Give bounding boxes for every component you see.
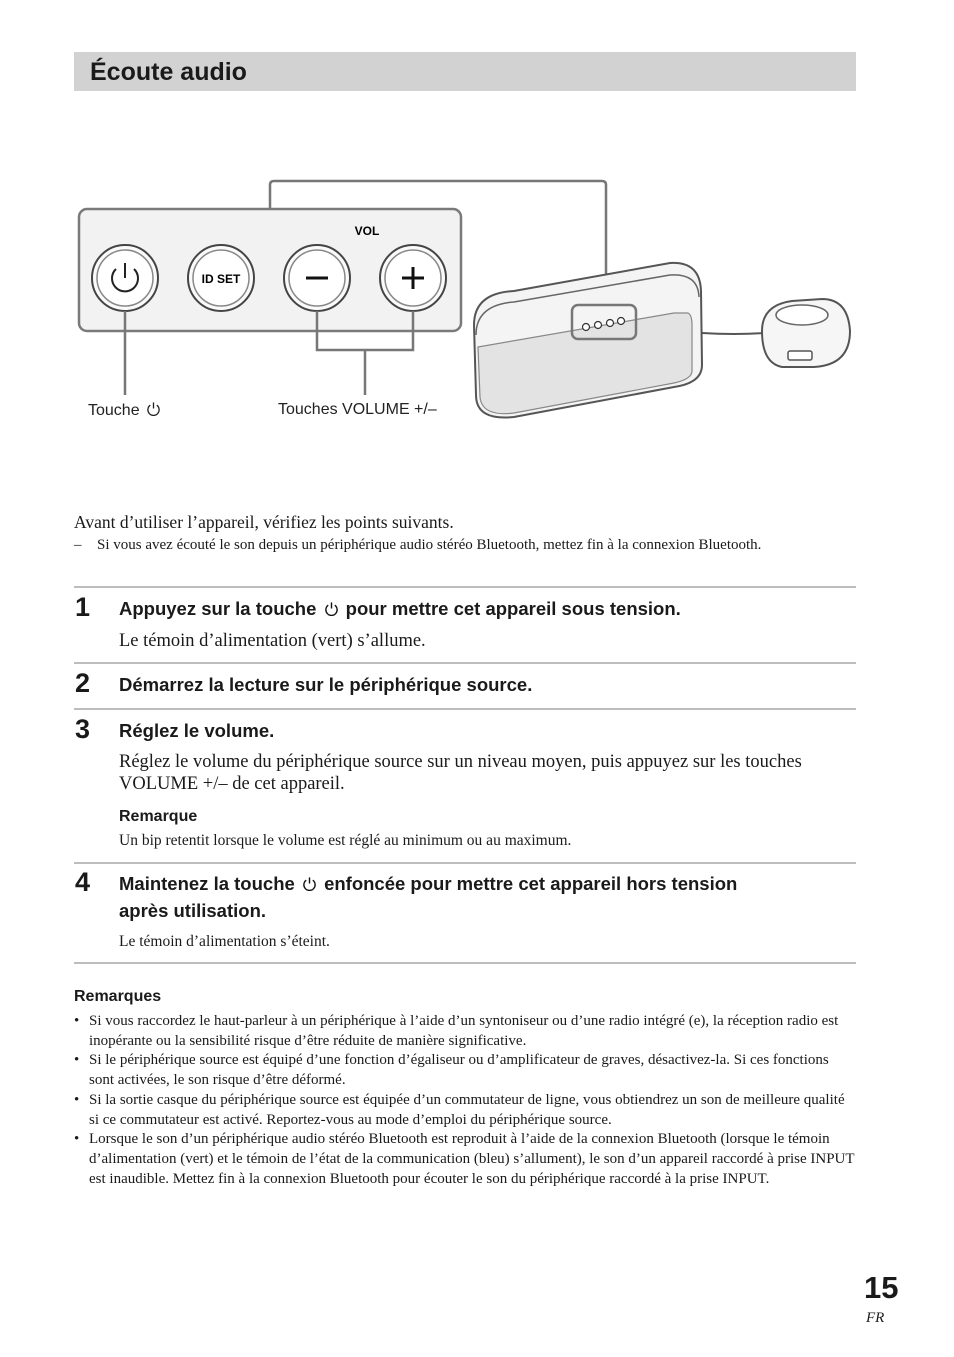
- step-title: Appuyez sur la touche pour mettre cet appareil sous tension.: [119, 598, 681, 619]
- power-button-illustration: [92, 245, 158, 311]
- step-number: 3: [75, 714, 91, 744]
- speaker-diagram: [74, 175, 864, 440]
- intro-note-text: Si vous avez écouté le son depuis un périphérique audio stéréo Bluetooth, mettez fin à la connexion Bluetooth.: [97, 537, 762, 553]
- page-number: 15: [864, 1270, 899, 1305]
- step-body: Le témoin d’alimentation (vert) s’allume.: [119, 631, 426, 651]
- list-item: • Si le périphérique source est équipé d’une fonction d’égaliseur ou d’amplificateur de graves, désactivez-la. Si ces fonctions sont activées, le son risque d’être déformé.: [74, 1051, 856, 1090]
- intro-text: Avant d’utiliser l’appareil, vérifiez les points suivants.: [74, 512, 454, 532]
- step-title: Maintenez la touche enfoncée pour mettre cet appareil hors tension: [119, 873, 738, 894]
- divider: [74, 586, 856, 588]
- power-icon: [324, 601, 339, 616]
- power-icon: [146, 401, 161, 416]
- list-item: • Lorsque le son d’un périphérique audio stéréo Bluetooth est reproduit à l’aide de la connexion Bluetooth (lorsque le témoin d’alimentation (vert) et le témoin de l’état de la communication (bleu) s’allument), le son d’un appareil raccordé à prise INPUT est inaudible. Mettez fin à la connexion Bluetooth pour écouter le son du périphérique raccordé à la prise INPUT.: [74, 1130, 856, 1189]
- divider: [74, 708, 856, 710]
- volume-plus-button-illustration: [380, 245, 446, 311]
- id-set-text: ID SET: [201, 272, 241, 286]
- list-item: • Si la sortie casque du périphérique source est équipée d’un commutateur de ligne, vous obtiendrez un son de meilleure qualité si ce commutateur est activé. Reportez-vous au mode d’emploi du périphérique source.: [74, 1091, 856, 1130]
- volume-buttons-caption: Touches VOLUME +/–: [278, 401, 437, 418]
- dash-bullet: –: [74, 537, 82, 553]
- step-title: Réglez le volume.: [119, 720, 275, 741]
- step-body: Réglez le volume du périphérique source sur un niveau moyen, puis appuyez sur les touches VOLUME +/– de cet appareil.: [119, 752, 802, 794]
- divider: [74, 862, 856, 864]
- step-number: 4: [75, 867, 91, 897]
- power-icon: [302, 876, 317, 891]
- step-title: Démarrez la lecture sur le périphérique source.: [119, 674, 533, 695]
- step-number: 2: [75, 668, 91, 698]
- remarks-list: [74, 1012, 856, 1189]
- step-title-continued: après utilisation.: [119, 900, 267, 921]
- language-code: FR: [866, 1310, 885, 1326]
- step-number: 1: [75, 592, 91, 622]
- note-heading: Remarque: [119, 808, 198, 825]
- dock-illustration: [762, 299, 850, 367]
- note-text: Un bip retentit lorsque le volume est réglé au minimum ou au maximum.: [119, 832, 572, 849]
- remarks-heading: Remarques: [74, 988, 162, 1005]
- step-body: Le témoin d’alimentation s’éteint.: [119, 933, 330, 950]
- vol-text: VOL: [354, 224, 380, 238]
- list-item: • Si vous raccordez le haut-parleur à un périphérique à l’aide d’un syntoniseur ou d’une radio intégré (e), la réception radio est inopérante ou la sensibilité risque d’être réduite de manière significative.: [74, 1012, 856, 1051]
- divider: [74, 962, 856, 964]
- power-button-caption: Touche: [88, 401, 163, 420]
- section-title: Écoute audio: [90, 58, 247, 86]
- divider: [74, 662, 856, 664]
- volume-minus-button-illustration: [284, 245, 350, 311]
- speaker-unit-illustration: [474, 263, 702, 418]
